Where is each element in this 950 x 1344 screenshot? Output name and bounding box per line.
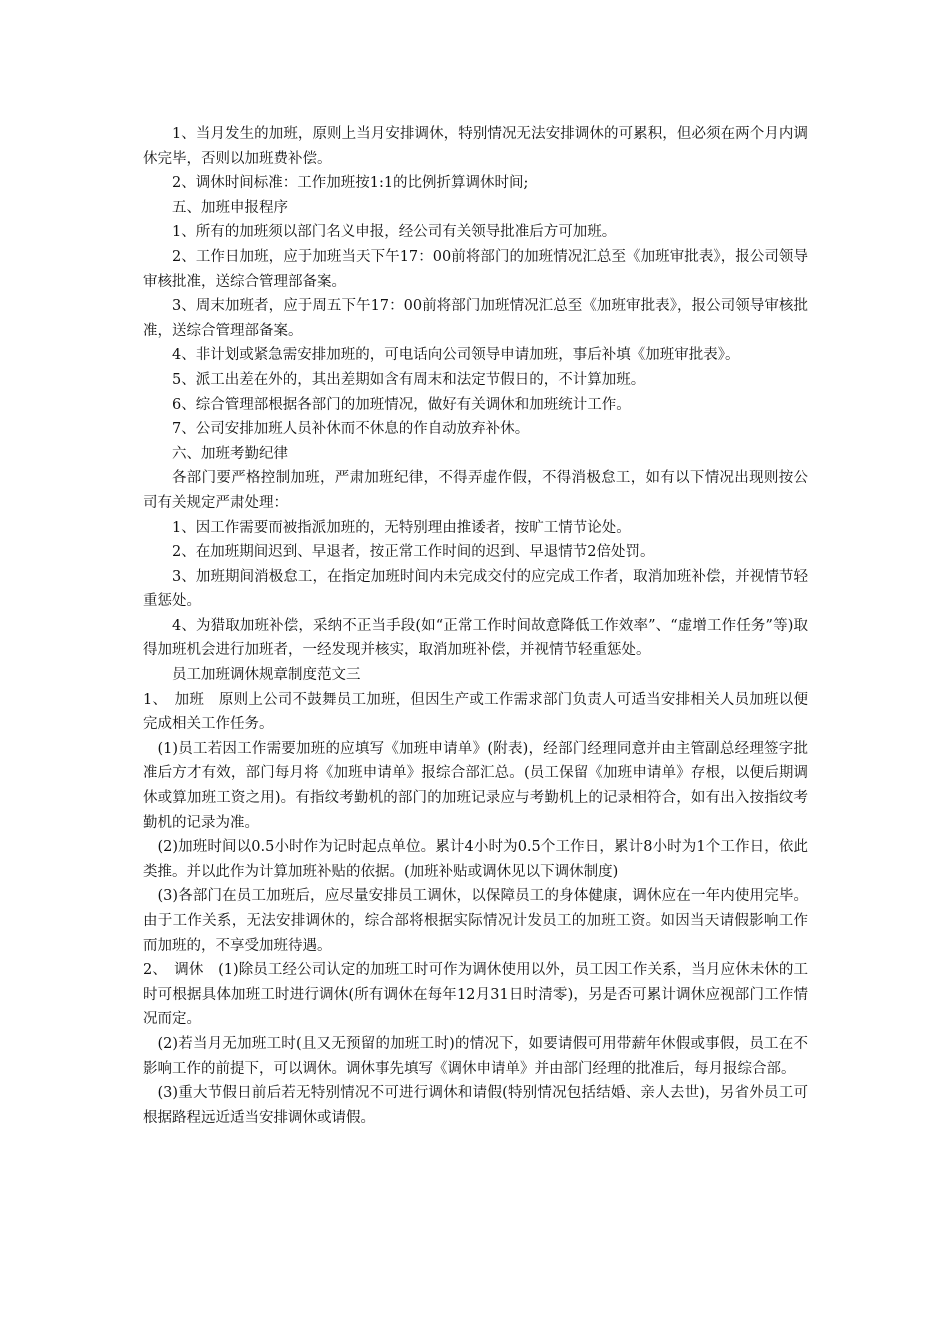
paragraph: 1、当月发生的加班，原则上当月安排调休，特别情况无法安排调休的可累积，但必须在两个月内调休完毕，否则以加班费补偿。	[143, 126, 808, 167]
paragraph: 4、为猎取加班补偿，采纳不正当手段(如“正常工作时间故意降低工作效率”、“虚增工作任务”等)取得加班机会进行加班者，一经发现并核实，取消加班补偿，并视情节轻重惩处。	[143, 617, 808, 659]
paragraph: (1)员工若因工作需要加班的应填写《加班申请单》(附表)，经部门经理同意并由主管副总经理签字批准后方才有效，部门每月将《加班申请单》报综合部汇总。(员工保留《加班申请单》存根，以便后期调休或算加班工资之用)。有指纹考勤机的部门的加班记录应与考勤机上的记录相符合，如有出入按指纹考勤机的记录为准。	[143, 740, 808, 831]
paragraph: 1、因工作需要而被指派加班的，无特别理由推诿者，按旷工情节论处。	[172, 519, 631, 536]
paragraph: 6、综合管理部根据各部门的加班情况，做好有关调休和加班统计工作。	[172, 396, 631, 413]
paragraph: 7、公司安排加班人员补休而不休息的作自动放弃补休。	[172, 421, 530, 438]
paragraph: 2、工作日加班，应于加班当天下午17：00前将部门的加班情况汇总至《加班审批表》，报公司领导审核批准，送综合管理部备案。	[143, 248, 808, 290]
paragraph: 3、加班期间消极怠工，在指定加班时间内未完成交付的应完成工作者，取消加班补偿，并视情节轻重惩处。	[143, 568, 808, 610]
paragraph: 1、所有的加班须以部门名义申报，经公司有关领导批准后方可加班。	[172, 224, 617, 241]
paragraph: 3、周末加班者，应于周五下午17：00前将部门加班情况汇总至《加班审批表》，报公司领导审核批准，送综合管理部备案。	[143, 298, 808, 339]
paragraph: (2)若当月无加班工时(且又无预留的加班工时)的情况下，如要请假可用带薪年休假或事假，员工在不影响工作的前提下，可以调休。调休事先填写《调休申请单》并由部门经理的批准后，每月报综合部。	[143, 1035, 808, 1077]
paragraph: 2、 调休 (1)除员工经公司认定的加班工时可作为调休使用以外，员工因工作关系，当月应休未休的工时可根据具体加班工时进行调休(所有调休在每年12月31日时清零)，另是否可累计调休应视部门工作情况而定。	[143, 962, 808, 1028]
paragraph: (2)加班时间以0.5小时作为记时起点单位。累计4小时为0.5个工作日，累计8小时为1个工作日，依此类推。并以此作为计算加班补贴的依据。(加班补贴或调休见以下调休制度)	[143, 839, 808, 880]
document-body	[143, 122, 808, 1130]
section-heading: 六、加班考勤纪律	[172, 445, 288, 462]
paragraph: 2、在加班期间迟到、早退者，按正常工作时间的迟到、早退情节2倍处罚。	[172, 544, 655, 561]
paragraph: 各部门要严格控制加班，严肃加班纪律，不得弄虚作假，不得消极怠工，如有以下情况出现则按公司有关规定严肃处理：	[143, 470, 808, 511]
paragraph: 1、 加班 原则上公司不鼓舞员工加班，但因生产或工作需求部门负责人可适当安排相关人员加班以便完成相关工作任务。	[143, 691, 808, 733]
paragraph: (3)各部门在员工加班后，应尽量安排员工调休，以保障员工的身体健康，调休应在一年内使用完毕。由于工作关系，无法安排调休的，综合部将根据实际情况计发员工的加班工资。如因当天请假影响工作而加班的，不享受加班待遇。	[143, 888, 808, 954]
paragraph: (3)重大节假日前后若无特别情况不可进行调休和请假(特别情况包括结婚、亲人去世)，另省外员工可根据路程远近适当安排调休或请假。	[143, 1085, 808, 1126]
paragraph: 5、派工出差在外的，其出差期如含有周末和法定节假日的，不计算加班。	[172, 371, 646, 388]
paragraph: 2、调休时间标准：工作加班按1:1的比例折算调休时间;	[172, 175, 529, 192]
paragraph: 4、非计划或紧急需安排加班的，可电话向公司领导申请加班，事后补填《加班审批表》。	[172, 347, 740, 364]
section-heading: 员工加班调休规章制度范文三	[172, 667, 361, 684]
section-heading: 五、加班申报程序	[172, 199, 288, 216]
